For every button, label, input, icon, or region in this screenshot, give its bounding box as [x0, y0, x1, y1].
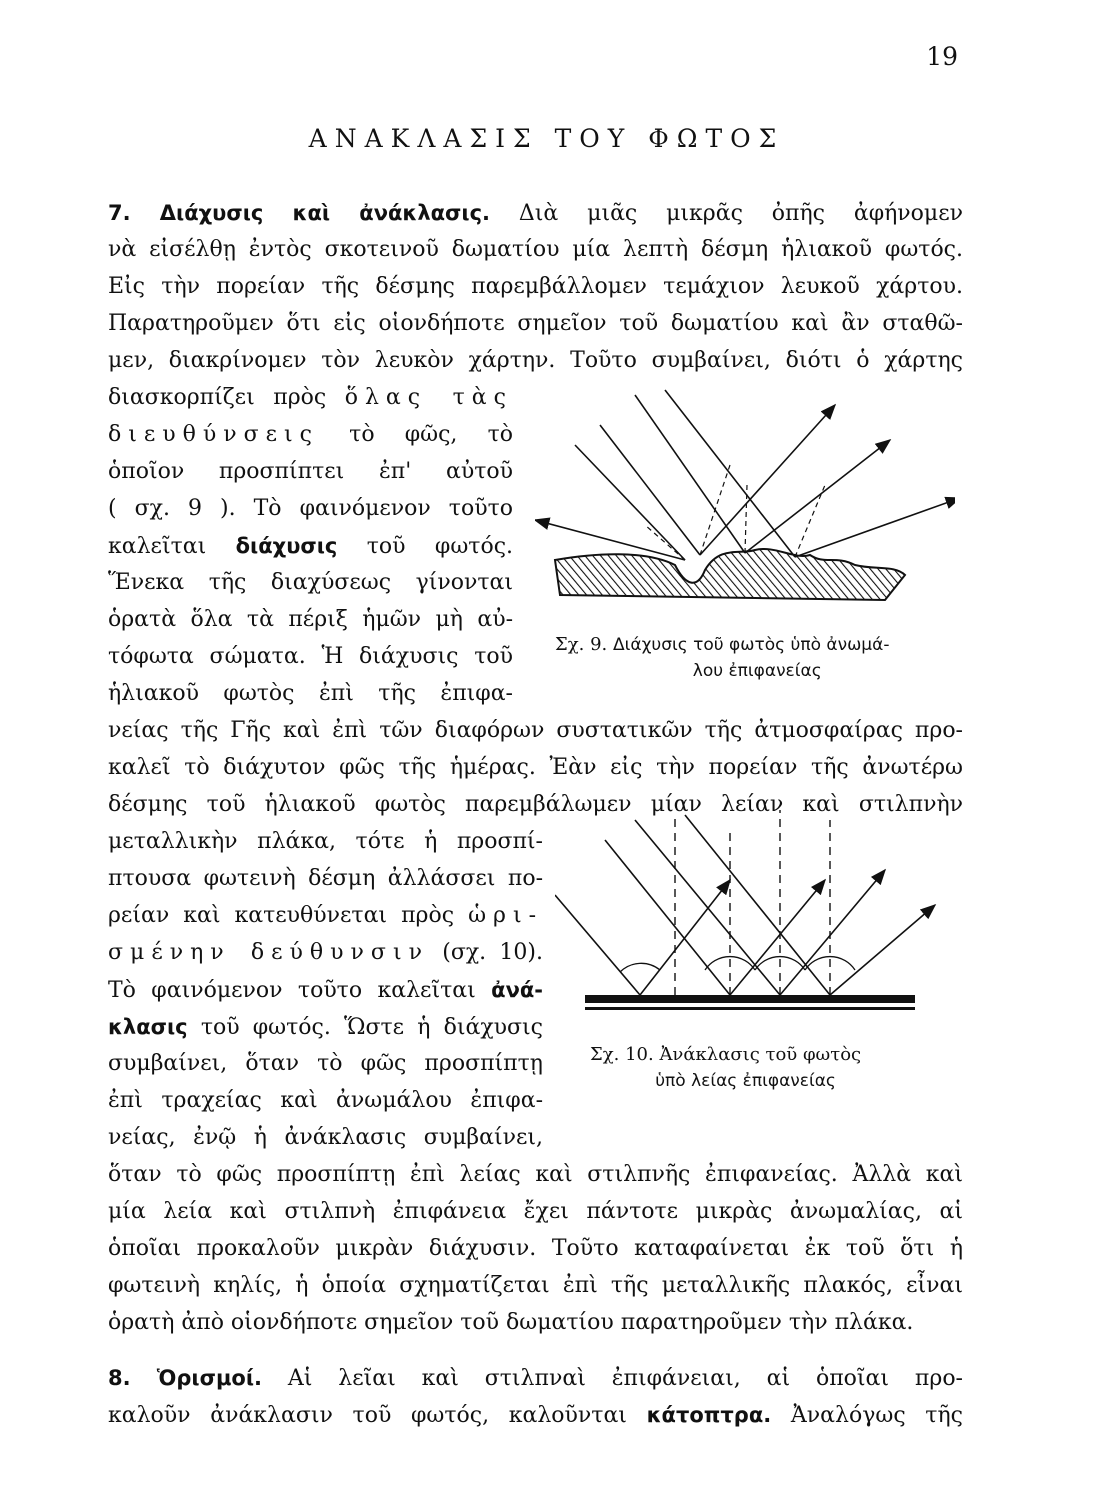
body-line: [108, 420, 513, 450]
body-line: [108, 901, 543, 931]
text-run: Τὸ φαινόμενον τοῦτο καλεῖται: [108, 978, 476, 1003]
body-line: ὁποῖον προσπίπτει ἐπ' αὐτοῦ: [108, 459, 513, 484]
text-run: (σχ. 10).: [442, 940, 543, 965]
text-run: καλεῖται: [108, 534, 207, 559]
body-line: ἐπὶ τραχείας καὶ ἀνωμάλου ἐπιφα-: [108, 1088, 543, 1113]
body-line: Ἕνεκα τῆς διαχύσεως γίνονται: [108, 570, 513, 595]
spaced-text-run: διευθύνσεις: [108, 422, 319, 447]
body-line: πτουσα φωτεινὴ δέσμη ἀλλάσσει πο-: [108, 866, 543, 891]
body-line: τόφωτα σώματα. Ἡ διάχυσις τοῦ: [108, 644, 513, 669]
bold-term-mirrors: κάτοπτρα.: [646, 1403, 772, 1427]
section8-heading: 8. Ὁρισμοί.: [108, 1366, 262, 1390]
text-run: τὸ φῶς, τὸ: [349, 422, 513, 447]
figure-10-caption-line-1: Ἀνάκλασις τοῦ φωτὸς: [659, 1044, 862, 1065]
body-line: ὅταν τὸ φῶς προσπίπτῃ ἐπὶ λείας καὶ στιλπνῆς ἐπιφανείας. Ἀλλὰ καὶ: [108, 1162, 963, 1187]
figure-9-caption: [555, 632, 889, 684]
body-line: ὁποῖαι προκαλοῦν μικρὰν διάχυσιν. Τοῦτο καταφαίνεται ἐκ τοῦ ὅτι ἡ: [108, 1236, 963, 1261]
body-line: ἡλιακοῦ φωτὸς ἐπὶ τῆς ἐπιφα-: [108, 681, 513, 706]
text-run: διασκορπίζει πρὸς: [108, 385, 327, 410]
body-line: νείας τῆς Γῆς καὶ ἐπὶ τῶν διαφόρων συστατικῶν τῆς ἀτμοσφαίρας προ-: [108, 718, 963, 743]
section8-line-1: [108, 1363, 963, 1394]
figure-10-specular-reflection: [555, 810, 955, 1025]
text-run: τοῦ φωτός. Ὥστε ἡ διάχυσις: [200, 1015, 544, 1040]
bold-term-diffusion: διάχυσις: [235, 534, 338, 558]
bold-term-reflection: ἀνά-: [491, 978, 544, 1002]
body-line: μεν, διακρίνομεν τὸν λευκὸν χάρτην. Τοῦτο συμβαίνει, διότι ὁ χάρτης: [108, 348, 963, 373]
rough-surface: [555, 549, 905, 600]
page-number: 19: [926, 42, 958, 71]
body-line: Εἰς τὴν πορείαν τῆς δέσμης παρεμβάλλομεν τεμάχιον λευκοῦ χάρτου.: [108, 274, 963, 299]
section8-text: Αἱ λεῖαι καὶ στιλπναὶ ἐπιφάνειαι, αἱ ὁποῖαι προ-: [287, 1366, 963, 1391]
body-line: νείας, ἐνῷ ἡ ἀνάκλασις συμβαίνει,: [108, 1125, 543, 1150]
body-line: συμβαίνει, ὅταν τὸ φῶς προσπίπτῃ: [108, 1051, 543, 1076]
body-line: [108, 1012, 543, 1043]
body-line: [108, 938, 543, 968]
body-line: καλεῖ τὸ διάχυτον φῶς τῆς ἡμέρας. Ἐὰν εἰς τὴν πορείαν τῆς ἀνωτέρω: [108, 755, 963, 780]
spaced-text-run: σμένην δεύθυνσιν: [108, 940, 429, 965]
body-line: [108, 531, 513, 562]
body-line-last: ὁρατὴ ἀπὸ οἱονδήποτε σημεῖον τοῦ δωματίου παρατηροῦμεν τὴν πλάκα.: [108, 1310, 914, 1335]
body-line: [108, 383, 513, 413]
body-line: ( σχ. 9 ). Τὸ φαινόμενον τοῦτο: [108, 496, 513, 521]
figure-9-caption-line-1: Διάχυσις τοῦ φωτὸς ὑπὸ ἀνωμά-: [613, 635, 890, 655]
section7-heading: 7. Διάχυσις καὶ ἀνάκλασις.: [108, 201, 491, 225]
body-line: Παρατηροῦμεν ὅτι εἰς οἱονδήποτε σημεῖον τοῦ δωματίου καὶ ἂν σταθῶ-: [108, 311, 963, 336]
figure-9-caption-line-2: λου ἐπιφανείας: [692, 661, 822, 681]
body-line: [108, 975, 543, 1006]
text-run: τοῦ φωτός.: [366, 534, 514, 559]
text-run: Ἀναλόγως τῆς: [790, 1403, 963, 1428]
section8-line-2: [108, 1400, 963, 1431]
section7-text: Διὰ μιᾶς μικρᾶς ὀπῆς ἀφήνομεν: [518, 201, 963, 226]
body-line: μεταλλικὴν πλάκα, τότε ἡ προσπί-: [108, 829, 543, 854]
body-line: ὁρατὰ ὅλα τὰ πέριξ ἡμῶν μὴ αὐ-: [108, 607, 513, 632]
figure-10-caption-line-2: ὑπὸ λείας ἐπιφανείας: [655, 1071, 836, 1091]
figure-9-label: Σχ. 9.: [555, 634, 608, 655]
spaced-text-run: ὡρι-: [468, 903, 544, 928]
smooth-plate: [585, 995, 915, 1003]
figure-10-caption: [590, 1042, 861, 1094]
bold-term-reflection-end: κλασις: [108, 1015, 188, 1039]
text-run: ρείαν καὶ κατευθύνεται πρὸς: [108, 903, 455, 928]
body-line: μία λεία καὶ στιλπνὴ ἐπιφάνεια ἔχει πάντοτε μικρὰς ἀνωμαλίας, αἱ: [108, 1199, 963, 1224]
figure-9-diffuse-reflection: [535, 385, 955, 615]
chapter-title: ΑΝΑΚΛΑΣΙΣ ΤΟΥ ΦΩΤΟΣ: [308, 124, 785, 153]
body-line: δέσμης τοῦ ἡλιακοῦ φωτὸς παρεμβάλωμεν μίαν λείαν καὶ στιλπνὴν: [108, 792, 963, 817]
figure-10-label: Σχ. 10.: [590, 1044, 654, 1065]
body-line: φωτεινὴ κηλίς, ἡ ὁποία σχηματίζεται ἐπὶ τῆς μεταλλικῆς πλακός, εἶναι: [108, 1273, 963, 1298]
text-run: καλοῦν ἀνάκλασιν τοῦ φωτός, καλοῦνται: [108, 1403, 627, 1428]
spaced-text-run: ὅλας τὰς: [344, 385, 513, 410]
body-line: νὰ εἰσέλθῃ ἐντὸς σκοτεινοῦ δωματίου μία λεπτὴ δέσμη ἡλιακοῦ φωτός.: [108, 237, 963, 262]
section7-line-1: [108, 198, 963, 229]
